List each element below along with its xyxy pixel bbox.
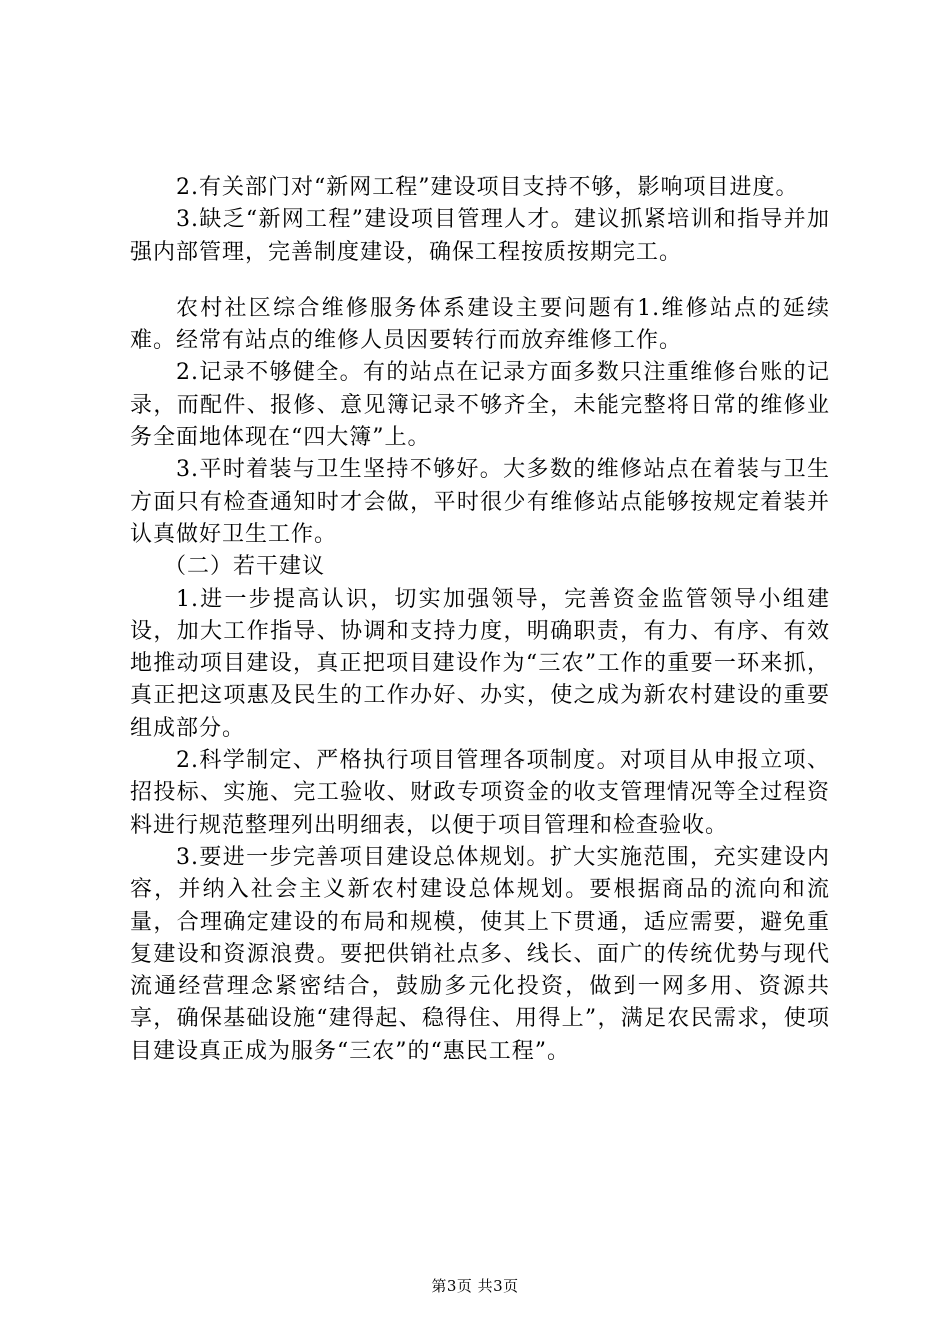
paragraph: 农村社区综合维修服务体系建设主要问题有1.维修站点的延续难。经常有站点的维修人员因要转行而放弃维修工作。 (130, 295, 830, 354)
paragraph: 2.记录不够健全。有的站点在记录方面多数只注重维修台账的记录，而配件、报修、意见簿记录不够齐全，未能完整将日常的维修业务全面地体现在“四大簿”上。 (130, 360, 830, 451)
paragraph-gap (130, 269, 830, 293)
paragraph: 3.缺乏“新网工程”建设项目管理人才。建议抓紧培训和指导并加强内部管理，完善制度建设，确保工程按质按期完工。 (130, 207, 830, 265)
page-footer: 第3页 共3页 (431, 1277, 519, 1295)
paragraph: 3.平时着装与卫生坚持不够好。大多数的维修站点在着装与卫生方面只有检查通知时才会做，平时很少有维修站点能够按规定着装并认真做好卫生工作。 (130, 457, 830, 547)
paragraph: 1.进一步提高认识，切实加强领导，完善资金监管领导小组建设，加大工作指导、协调和支持力度，明确职责，有力、有序、有效地推动项目建设，真正把项目建设作为“三农”工作的重要一环来抓，真正把这项惠及民生的工作办好、办实，使之成为新农村建设的重要组成部分。 (130, 586, 830, 741)
paragraph: 3.要进一步完善项目建设总体规划。扩大实施范围，充实建设内容，并纳入社会主义新农村建设总体规划。要根据商品的流向和流量，合理确定建设的布局和规模，使其上下贯通，适应需要，避免重复建设和资源浪费。要把供销社点多、线长、面广的传统优势与现代流通经营理念紧密结合，鼓励多元化投资，做到一网多用、资源共享，确保基础设施“建得起、稳得住、用得上”，满足农民需求，使项目建设真正成为服务“三农”的“惠民工程”。 (130, 844, 830, 1064)
document-body (130, 172, 830, 1068)
paragraph: 2.有关部门对“新网工程”建设项目支持不够，影响项目进度。 (176, 175, 799, 200)
section-heading: （二）若干建议 (164, 554, 326, 580)
paragraph: 2.科学制定、严格执行项目管理各项制度。对项目从申报立项、招投标、实施、完工验收、财政专项资金的收支管理情况等全过程资料进行规范整理列出明细表，以便于项目管理和检查验收。 (130, 748, 830, 838)
